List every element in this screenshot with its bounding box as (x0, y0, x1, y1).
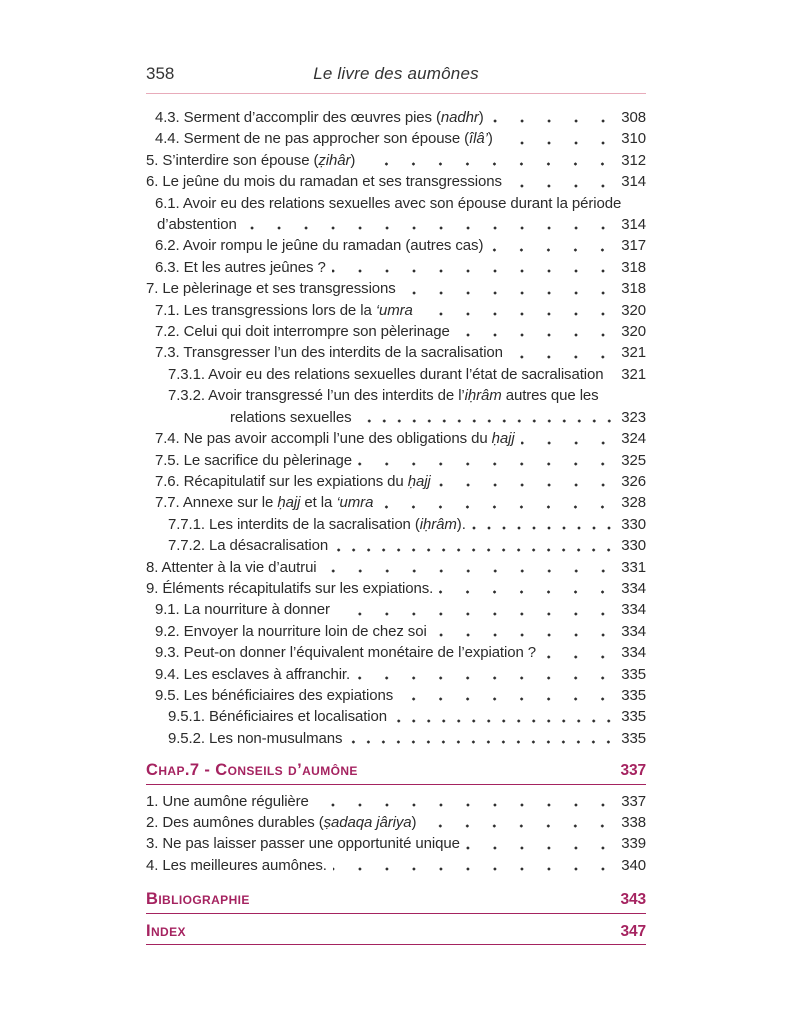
label-text: 4.4. Serment de ne pas approcher son épouse ( (155, 130, 470, 148)
transliterated-term: nadhr (440, 109, 479, 126)
label-text: 9.4. Les esclaves à affranchir. (155, 665, 351, 683)
label-text: 9. Éléments récapitulatifs sur les expiations. (146, 579, 434, 597)
toc-entry (146, 364, 646, 385)
toc-entry-label (146, 599, 330, 620)
toc-page-number: 320 (621, 301, 646, 319)
label-text: 9.2. Envoyer la nourriture loin de chez soi (155, 622, 427, 640)
toc-entry-label (146, 193, 621, 214)
label-text: 9.5. Les bénéficiaires des expiations (155, 686, 394, 704)
label-text: 5. S’interdire son épouse ( (146, 151, 319, 169)
dot-leader (348, 728, 619, 749)
transliterated-term: ḥajj (407, 472, 431, 490)
folio-page-number: 358 (146, 64, 175, 83)
label-text: 7.4. Ne pas avoir accompli l’une des obligations du (155, 430, 492, 448)
toc-page-number: 326 (621, 472, 646, 490)
toc-page-number: 330 (621, 515, 646, 533)
toc-entry-label (146, 557, 317, 578)
toc-entry (146, 278, 646, 299)
dot-leader (456, 321, 620, 342)
label-text: 7.3. Transgresser l’un des interdits de la sacralisation (155, 344, 503, 362)
toc-entry-label (146, 471, 431, 492)
dot-leader (333, 855, 619, 876)
toc-entry (146, 235, 646, 256)
toc-page-number: 314 (621, 216, 646, 234)
toc-entry (146, 492, 646, 513)
dot-leader (332, 257, 620, 278)
label-text: autres que les (501, 387, 599, 405)
transliterated-term: ḥajj (491, 430, 515, 448)
toc-page-number: 314 (621, 173, 646, 191)
transliterated-term: ‘umra (336, 494, 374, 512)
toc-entry (146, 685, 646, 706)
dot-leader (358, 407, 620, 428)
toc-entry-label (146, 385, 599, 406)
label-text: 6. Le jeûne du mois du ramadan et ses transgressions (146, 173, 502, 191)
toc-entry (146, 812, 646, 833)
toc-entry (146, 664, 646, 685)
section-heading-label: Bibliographie (146, 890, 250, 909)
dot-leader (393, 706, 619, 727)
label-text: 7.3.1. Avoir eu des relations sexuelles durant l’état de sacralisation (168, 365, 604, 383)
toc-page-number: 331 (621, 558, 646, 576)
dot-leader (361, 150, 619, 171)
toc-entry (146, 855, 646, 876)
section-heading-label: Chap.7 - Conseils d’aumône (146, 761, 358, 780)
toc-page-number: 335 (621, 729, 646, 747)
toc-entry (146, 578, 646, 599)
dot-leader (402, 278, 620, 299)
toc-entry-label (146, 791, 309, 812)
toc-page-number: 334 (621, 644, 646, 662)
dot-leader (422, 812, 619, 833)
toc-entry (146, 557, 646, 578)
label-text: 7.1. Les transgressions lors de la (155, 301, 376, 319)
toc-page-number: 317 (621, 237, 646, 255)
toc-page-number: 308 (621, 109, 646, 126)
dot-leader (466, 833, 619, 854)
toc-entry (146, 300, 646, 321)
label-text: relations sexuelles (230, 408, 352, 426)
label-text: 9.5.1. Bénéficiaires et localisation (168, 708, 388, 726)
toc-entry-label (146, 364, 604, 385)
section-heading-label: Index (146, 921, 186, 940)
dot-leader (439, 578, 619, 599)
toc-entry-label (146, 107, 484, 128)
label-text: 7.7. Annexe sur le (155, 494, 278, 512)
toc-entry-wrap-line (146, 193, 646, 214)
toc-entry (146, 642, 646, 663)
toc-page-number: 320 (621, 323, 646, 341)
toc-entry-label (146, 492, 373, 513)
toc-entry (146, 833, 646, 854)
label-text: 7.2. Celui qui doit interrompre son pèlerinage (155, 323, 450, 341)
toc-page-number: 330 (621, 537, 646, 555)
toc-entry (146, 599, 646, 620)
dot-leader (379, 492, 619, 513)
label-text: d’abstention (157, 216, 237, 234)
section-heading-row (146, 760, 646, 784)
toc-list (146, 107, 646, 945)
toc-page-number: 335 (621, 686, 646, 704)
toc-entry-label (146, 128, 493, 149)
toc-page-number: 335 (621, 708, 646, 726)
dot-leader (542, 642, 619, 663)
label-text: 3. Ne pas laisser passer une opportunité unique (146, 835, 460, 853)
toc-entry (146, 107, 646, 128)
toc-entry-label (146, 728, 342, 749)
transliterated-term: ṣadaqa jâriya (323, 814, 412, 831)
toc-entry-label (146, 214, 237, 235)
toc-page-number: 339 (621, 835, 646, 853)
label-text: 9.1. La nourriture à donner (155, 601, 330, 619)
toc-entry (146, 342, 646, 363)
label-text: 1. Une aumône régulière (146, 792, 309, 810)
toc-entry-label (146, 407, 352, 428)
transliterated-term: iḥrâm (464, 387, 502, 405)
toc-entry-label (146, 535, 328, 556)
dot-leader (419, 300, 619, 321)
label-text: 7.7.1. Les interdits de la sacralisation ( (168, 515, 420, 533)
toc-page-number: 340 (621, 856, 646, 874)
toc-page-number: 325 (621, 451, 646, 469)
dot-leader (472, 514, 620, 535)
toc-entry-label (146, 855, 327, 876)
toc-entry (146, 321, 646, 342)
toc-entry (146, 150, 646, 171)
toc-page-number: 321 (621, 344, 646, 362)
dot-leader (433, 621, 620, 642)
toc-entry-label (146, 278, 396, 299)
toc-page-number: 323 (621, 408, 646, 426)
transliterated-term: ḥajj (277, 494, 301, 512)
toc-page-number: 318 (621, 280, 646, 298)
label-text: ). (456, 515, 466, 533)
dot-leader (358, 450, 619, 471)
toc-entry-label (146, 171, 502, 192)
dot-leader (356, 664, 619, 685)
toc-page-number: 310 (621, 130, 646, 148)
dot-leader (437, 471, 620, 492)
toc-page-number: 337 (621, 792, 646, 810)
toc-entry (146, 214, 646, 235)
page-content (146, 64, 646, 945)
section-heading-row (146, 889, 646, 913)
toc-entry (146, 450, 646, 471)
toc-entry-label (146, 150, 355, 171)
dot-leader (499, 128, 620, 149)
toc-page-number: 335 (621, 665, 646, 683)
label-text: 7.3.2. Avoir transgressé l’un des interdits de l’ (168, 387, 465, 405)
label-text: 2. Des aumônes durables ( (146, 814, 324, 831)
toc-page-number: 318 (621, 258, 646, 276)
label-text: 4. Les meilleures aumônes. (146, 856, 327, 874)
toc-page-number: 321 (621, 365, 646, 383)
toc-entry-label (146, 621, 427, 642)
label-text: 7.6. Récapitulatif sur les expiations du (155, 472, 408, 490)
toc-entry-label (146, 812, 416, 833)
toc-entry (146, 171, 646, 192)
dot-leader (610, 364, 620, 385)
label-text: ) (478, 109, 484, 126)
toc-entry-label (146, 321, 450, 342)
dot-leader (336, 599, 619, 620)
toc-entry (146, 428, 646, 449)
dot-leader (508, 171, 619, 192)
label-text: 6.2. Avoir rompu le jeûne du ramadan (autres cas) (155, 237, 484, 255)
toc-entry-label (146, 235, 483, 256)
toc-entry-label (146, 257, 326, 278)
dot-leader (490, 107, 620, 128)
toc-entry-label (146, 642, 536, 663)
toc-page-number: 312 (621, 151, 646, 169)
label-text: 7.5. Le sacrifice du pèlerinage (155, 451, 353, 469)
toc-entry (146, 514, 646, 535)
label-text: 6.1. Avoir eu des relations sexuelles avec son épouse durant la période (155, 194, 622, 212)
toc-entry-label (146, 578, 433, 599)
toc-entry-label (146, 706, 387, 727)
toc-entry (146, 407, 646, 428)
label-text: ) (411, 814, 417, 831)
label-text: 8. Attenter à la vie d’autrui (146, 558, 317, 576)
label-text: 6.3. Et les autres jeûnes ? (155, 258, 326, 276)
transliterated-term: ẓihâr (318, 151, 351, 169)
label-text: 7. Le pèlerinage et ses transgressions (146, 280, 396, 298)
toc-entry-label (146, 342, 503, 363)
dot-leader (489, 235, 619, 256)
toc-entry (146, 471, 646, 492)
toc-entry (146, 791, 646, 812)
toc-entry (146, 257, 646, 278)
toc-page-number: 338 (621, 814, 646, 831)
toc-entry-label (146, 685, 393, 706)
dot-leader (399, 685, 619, 706)
page-header (146, 64, 646, 94)
label-text: ) (487, 130, 493, 148)
running-title: Le livre des aumônes (313, 64, 479, 83)
toc-entry (146, 706, 646, 727)
dot-leader (243, 214, 620, 235)
toc-page-number: 334 (621, 601, 646, 619)
toc-page-number: 334 (621, 622, 646, 640)
dot-leader (323, 557, 620, 578)
toc-entry-label (146, 664, 350, 685)
section-page-number: 343 (620, 891, 646, 909)
dot-leader (334, 535, 619, 556)
toc-entry-label (146, 514, 466, 535)
label-text: et la (300, 494, 337, 512)
transliterated-term: îlâ’ (469, 130, 488, 148)
toc-page-number: 324 (621, 430, 646, 448)
toc-entry-label (146, 428, 515, 449)
label-text: ) (350, 151, 356, 169)
toc-entry (146, 535, 646, 556)
transliterated-term: ‘umra (375, 301, 413, 319)
label-text: 7.7.2. La désacralisation (168, 537, 329, 555)
section-heading-row (146, 921, 646, 945)
label-text: 4.3. Serment d’accomplir des œuvres pies ( (155, 109, 441, 126)
toc-page-number: 334 (621, 579, 646, 597)
toc-entry-label (146, 450, 352, 471)
toc-entry (146, 128, 646, 149)
label-text: 9.5.2. Les non-musulmans (168, 729, 343, 747)
dot-leader (521, 428, 620, 449)
section-page-number: 337 (620, 762, 646, 780)
label-text: 9.3. Peut-on donner l’équivalent monétaire de l’expiation ? (155, 644, 537, 662)
toc-entry (146, 728, 646, 749)
toc-entry-wrap-line (146, 385, 646, 406)
transliterated-term: iḥrâm (419, 515, 457, 533)
toc-page-number: 328 (621, 494, 646, 512)
dot-leader (509, 342, 619, 363)
toc-entry-label (146, 300, 413, 321)
dot-leader (315, 791, 619, 812)
toc-entry-label (146, 833, 460, 854)
toc-entry (146, 621, 646, 642)
section-page-number: 347 (620, 922, 646, 940)
